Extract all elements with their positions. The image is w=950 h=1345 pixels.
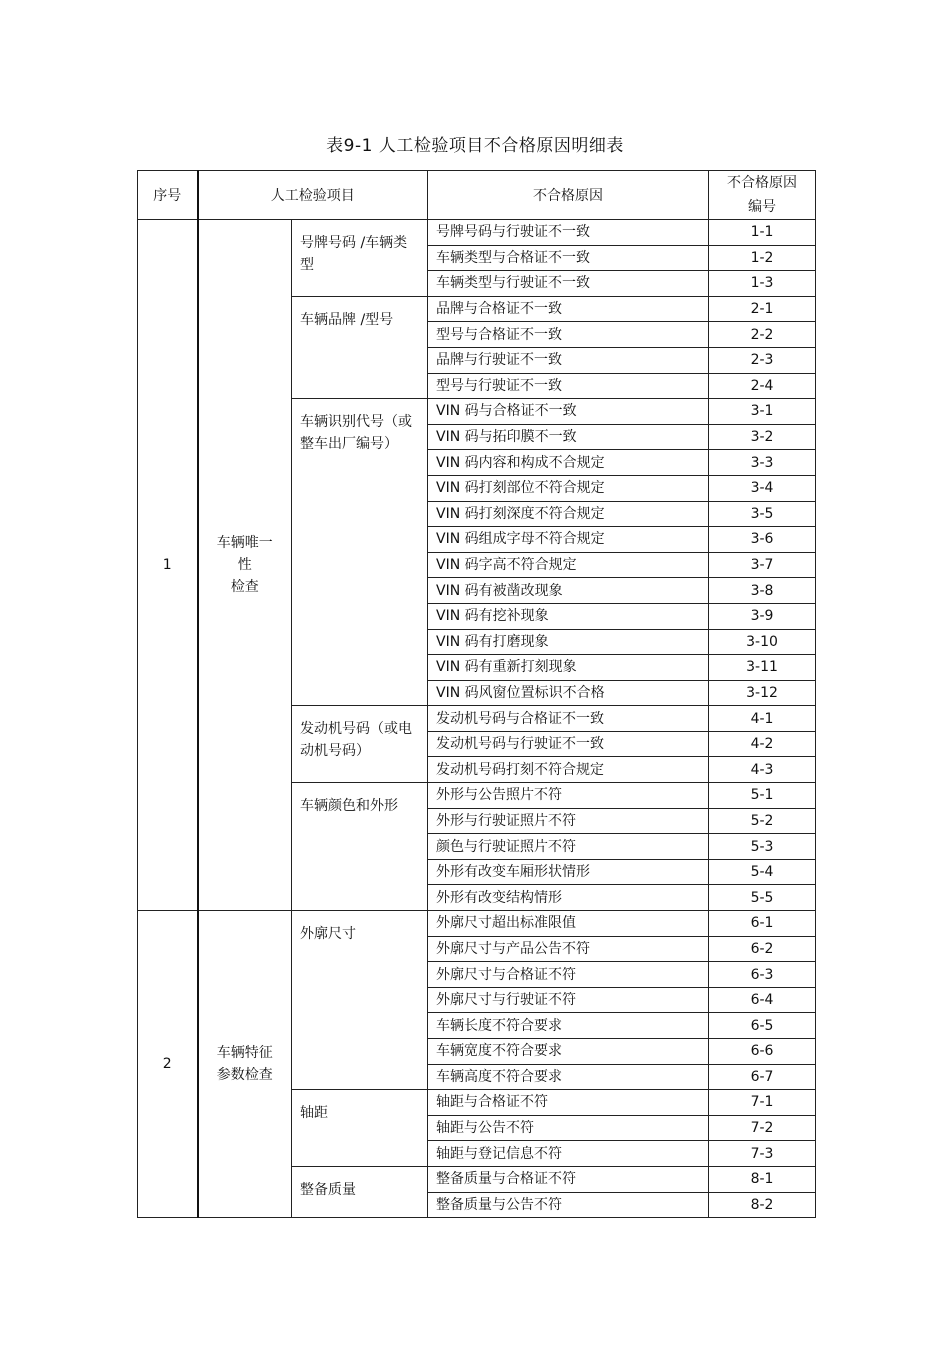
failure-code: 6-2 — [709, 936, 816, 962]
failure-code: 3-5 — [709, 501, 816, 527]
failure-code: 6-4 — [709, 987, 816, 1013]
failure-code: 6-1 — [709, 911, 816, 937]
failure-reason: 轴距与公告不符 — [428, 1115, 709, 1141]
failure-code: 1-3 — [709, 271, 816, 297]
failure-code: 2-3 — [709, 347, 816, 373]
header-code-line1: 不合格原因 — [727, 175, 797, 191]
failure-code: 8-1 — [709, 1166, 816, 1192]
failure-reason: VIN 码与合格证不一致 — [428, 399, 709, 425]
failure-code: 2-2 — [709, 322, 816, 348]
failure-code: 3-11 — [709, 655, 816, 681]
failure-code: 5-1 — [709, 783, 816, 809]
failure-code: 3-9 — [709, 603, 816, 629]
failure-reason: VIN 码与拓印膜不一致 — [428, 424, 709, 450]
inspection-item: 轴距 — [292, 1090, 428, 1167]
failure-reason: VIN 码内容和构成不合规定 — [428, 450, 709, 476]
inspection-item: 发动机号码（或电动机号码） — [292, 706, 428, 783]
header-code — [709, 171, 816, 220]
category-line: 检查 — [230, 579, 259, 596]
failure-code: 2-4 — [709, 373, 816, 399]
failure-code: 6-7 — [709, 1064, 816, 1090]
failure-reason: 外形与行驶证照片不符 — [428, 808, 709, 834]
failure-code: 1-2 — [709, 245, 816, 271]
failure-code: 4-3 — [709, 757, 816, 783]
failure-code: 3-12 — [709, 680, 816, 706]
failure-reason: 外廓尺寸与合格证不符 — [428, 962, 709, 988]
failure-reason: VIN 码有挖补现象 — [428, 603, 709, 629]
failure-reason: 发动机号码打刻不符合规定 — [428, 757, 709, 783]
failure-reason: 整备质量与公告不符 — [428, 1192, 709, 1218]
failure-reason: VIN 码打刻深度不符合规定 — [428, 501, 709, 527]
failure-code: 5-3 — [709, 834, 816, 860]
inspection-item: 号牌号码 /车辆类型 — [292, 220, 428, 297]
inspection-item: 车辆颜色和外形 — [292, 783, 428, 911]
section-seq: 2 — [138, 911, 198, 1218]
failure-reason: VIN 码有被凿改现象 — [428, 578, 709, 604]
section-category — [198, 220, 292, 911]
failure-code: 3-7 — [709, 552, 816, 578]
failure-reason: 型号与合格证不一致 — [428, 322, 709, 348]
failure-reason: 发动机号码与行驶证不一致 — [428, 731, 709, 757]
category-line: 性 — [237, 557, 252, 574]
failure-reason: 发动机号码与合格证不一致 — [428, 706, 709, 732]
inspection-item: 车辆识别代号（或整车出厂编号） — [292, 399, 428, 706]
failure-reason: 外形与公告照片不符 — [428, 783, 709, 809]
failure-reason: 车辆高度不符合要求 — [428, 1064, 709, 1090]
failure-code: 5-2 — [709, 808, 816, 834]
header-seq: 序号 — [138, 171, 198, 220]
failure-code: 3-2 — [709, 424, 816, 450]
failure-reason: 轴距与合格证不符 — [428, 1090, 709, 1116]
inspection-item: 外廓尺寸 — [292, 911, 428, 1090]
failure-code: 4-2 — [709, 731, 816, 757]
failure-reason: 外廓尺寸与产品公告不符 — [428, 936, 709, 962]
failure-reason: 型号与行驶证不一致 — [428, 373, 709, 399]
failure-reason: 车辆类型与合格证不一致 — [428, 245, 709, 271]
failure-code: 3-3 — [709, 450, 816, 476]
failure-code: 6-5 — [709, 1013, 816, 1039]
table-title: 表9-1 人工检验项目不合格原因明细表 — [326, 136, 624, 156]
failure-code: 7-3 — [709, 1141, 816, 1167]
failure-code: 3-6 — [709, 527, 816, 553]
failure-reason: 轴距与登记信息不符 — [428, 1141, 709, 1167]
inspection-table — [137, 170, 816, 1218]
failure-reason: 外廓尺寸超出标准限值 — [428, 911, 709, 937]
failure-reason: 外形有改变车厢形状情形 — [428, 859, 709, 885]
header-reason: 不合格原因 — [428, 171, 709, 220]
failure-code: 1-1 — [709, 220, 816, 246]
section-seq: 1 — [138, 220, 198, 911]
failure-code: 6-3 — [709, 962, 816, 988]
failure-code: 3-10 — [709, 629, 816, 655]
category-line: 车辆唯一 — [216, 535, 273, 552]
failure-reason: VIN 码有重新打刻现象 — [428, 655, 709, 681]
failure-reason: VIN 码风窗位置标识不合格 — [428, 680, 709, 706]
failure-reason: VIN 码组成字母不符合规定 — [428, 527, 709, 553]
failure-reason: 车辆宽度不符合要求 — [428, 1039, 709, 1065]
failure-code: 5-5 — [709, 885, 816, 911]
failure-reason: 外形有改变结构情形 — [428, 885, 709, 911]
header-row — [138, 171, 816, 220]
failure-code: 2-1 — [709, 296, 816, 322]
table-body — [138, 220, 816, 1218]
failure-code: 6-6 — [709, 1039, 816, 1065]
section-category — [198, 911, 292, 1218]
failure-reason: 车辆长度不符合要求 — [428, 1013, 709, 1039]
failure-code: 3-1 — [709, 399, 816, 425]
failure-reason: VIN 码有打磨现象 — [428, 629, 709, 655]
category-line: 参数检查 — [216, 1067, 273, 1084]
inspection-item: 车辆品牌 /型号 — [292, 296, 428, 398]
category-line: 车辆特征 — [216, 1045, 273, 1062]
header-code-line2: 编号 — [748, 199, 776, 215]
failure-code: 7-1 — [709, 1090, 816, 1116]
header-item: 人工检验项目 — [198, 171, 428, 220]
failure-reason: 品牌与行驶证不一致 — [428, 347, 709, 373]
failure-code: 3-4 — [709, 475, 816, 501]
failure-reason: 颜色与行驶证照片不符 — [428, 834, 709, 860]
failure-reason: 车辆类型与行驶证不一致 — [428, 271, 709, 297]
table-row — [138, 220, 816, 246]
failure-code: 8-2 — [709, 1192, 816, 1218]
table-row — [138, 911, 816, 937]
failure-reason: VIN 码字高不符合规定 — [428, 552, 709, 578]
inspection-item: 整备质量 — [292, 1166, 428, 1217]
failure-reason: 号牌号码与行驶证不一致 — [428, 220, 709, 246]
failure-reason: 外廓尺寸与行驶证不符 — [428, 987, 709, 1013]
failure-code: 7-2 — [709, 1115, 816, 1141]
failure-code: 4-1 — [709, 706, 816, 732]
failure-reason: VIN 码打刻部位不符合规定 — [428, 475, 709, 501]
failure-reason: 品牌与合格证不一致 — [428, 296, 709, 322]
failure-code: 5-4 — [709, 859, 816, 885]
failure-code: 3-8 — [709, 578, 816, 604]
failure-reason: 整备质量与合格证不符 — [428, 1166, 709, 1192]
